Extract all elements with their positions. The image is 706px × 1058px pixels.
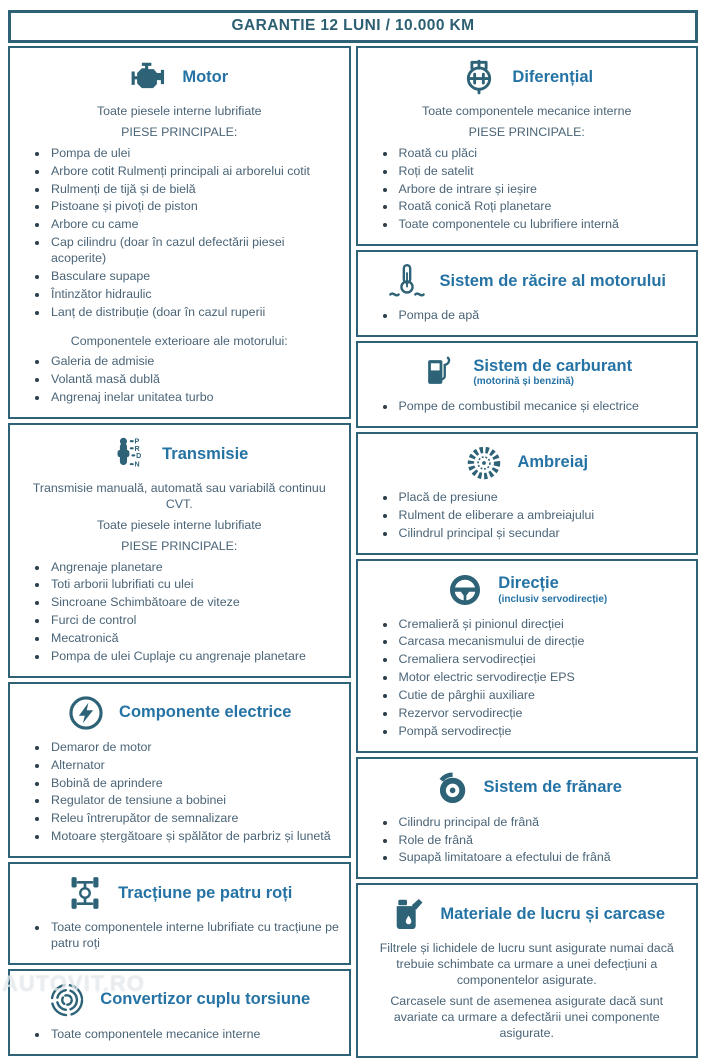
card-text: Carcasele sunt de asemenea asigurate dacă sunt avariate ca urmare a defectării unei componente asigurate. <box>390 993 664 1040</box>
list-item: • Pompe de combustibil mecanice și electrice <box>397 399 688 415</box>
card-titles <box>498 574 607 605</box>
card-text: PIESE PRINCIPALE: <box>121 124 238 139</box>
list-item: • Mecatronică <box>49 631 340 647</box>
transmission-icon <box>110 435 148 473</box>
card-text: Transmisie manuală, automată sau variabilă continuu CVT. <box>32 481 326 511</box>
list-item: • Bobină de aprindere <box>49 776 340 792</box>
list-item: • Cremalieră și pinionul direcției <box>397 617 688 633</box>
card-title: Materiale de lucru și carcase <box>440 904 666 923</box>
card-list <box>367 146 688 233</box>
steering-wheel-icon <box>446 571 484 609</box>
card-list <box>19 560 340 665</box>
list-item: • Arbore cotit Rulmenți principali ai arborelui cotit <box>49 164 340 180</box>
card-subtitle: (motorină și benzină) <box>473 376 574 388</box>
card-directie <box>356 559 699 753</box>
card-list <box>367 308 688 324</box>
card-text: Filtrele și lichidele de lucru sunt asigurate numai dacă trebuie schimbate ca urmare a unei defecțiuni a componentelor asigurate. <box>379 941 674 987</box>
card-text: Toate piesele interne lubrifiate <box>96 104 262 118</box>
card-head <box>19 689 340 735</box>
card-head <box>19 430 340 476</box>
list-item: • Cutie de pârghii auxiliare <box>397 688 688 704</box>
card-body <box>367 815 688 867</box>
coolant-thermometer-icon <box>388 262 426 300</box>
svg-text:P: P <box>134 437 140 446</box>
card-title: Convertizor cuplu torsiune <box>100 990 311 1009</box>
list-item: • Angrenaje planetare <box>49 560 340 576</box>
card-title: Sistem de frănare <box>483 778 622 797</box>
list-item: • Rezervor servodirecție <box>397 706 688 722</box>
brake-disc-icon <box>432 769 470 807</box>
card-title: Direcție <box>498 574 559 593</box>
card-titles <box>182 68 228 87</box>
clutch-disc-icon <box>465 444 503 482</box>
card-body <box>367 399 688 415</box>
card-title: Ambreiaj <box>517 453 589 472</box>
list-item: • Carcasa mecanismului de direcție <box>397 634 688 650</box>
card-franare <box>356 757 699 880</box>
list-item: • Toti arborii lubrifiati cu ulei <box>49 577 340 593</box>
card-body <box>367 104 688 233</box>
list-item: • Pompa de apă <box>397 308 688 324</box>
list-item: • Cremaliera servodirecției <box>397 652 688 668</box>
card-transmisie <box>8 423 351 678</box>
card-titles <box>119 703 291 722</box>
list-item: • Supapă limitatoare a efectului de frână <box>397 850 688 866</box>
card-titles <box>484 778 622 797</box>
card-body <box>19 920 340 952</box>
card-body <box>367 490 688 542</box>
card-titles <box>440 905 665 924</box>
card-titles <box>118 884 292 903</box>
card-title: Transmisie <box>162 444 249 463</box>
card-title: Motor <box>182 67 229 86</box>
card-head <box>367 890 688 936</box>
list-item: • Alternator <box>49 758 340 774</box>
list-item: • Demaror de motor <box>49 740 340 756</box>
left-column <box>8 46 351 1056</box>
card-text: Toate piesele interne lubrifiate <box>96 517 262 532</box>
card-head <box>367 439 688 485</box>
card-body <box>367 941 688 1041</box>
card-list <box>367 490 688 542</box>
warranty-title: GARANTIE 12 LUNI / 10.000 KM <box>231 17 475 34</box>
card-subtitle: (inclusiv servodirecție) <box>498 593 608 605</box>
card-materiale <box>356 883 699 1057</box>
list-item: • Galeria de admisie <box>49 354 340 370</box>
card-head <box>367 566 688 612</box>
list-item: • Rulment de eliberare a ambreiajului <box>397 508 688 524</box>
list-item: • Toate componentele mecanice interne <box>49 1027 340 1043</box>
card-title: Sistem de răcire al motorului <box>439 271 666 290</box>
card-body <box>19 740 340 845</box>
card-motor <box>8 46 351 419</box>
card-head <box>19 869 340 915</box>
fuel-pump-icon <box>421 353 459 391</box>
list-item: • Toate componentele cu lubrifiere internă <box>397 217 688 233</box>
card-head <box>19 53 340 99</box>
card-titles <box>512 68 593 87</box>
list-item: • Basculare supape <box>49 269 340 285</box>
list-item: • Role de frână <box>397 833 688 849</box>
card-list <box>19 1027 340 1043</box>
drivetrain-icon <box>66 874 104 912</box>
columns-wrap <box>8 46 698 1058</box>
differential-icon <box>460 58 498 96</box>
card-ambreiaj <box>356 432 699 555</box>
list-item: • Întinzător hidraulic <box>49 287 340 303</box>
list-item: • Roată cu plăci <box>397 146 688 162</box>
list-item: • Pompa de ulei <box>49 146 340 162</box>
warranty-header <box>8 10 698 43</box>
list-item: • Pompa de ulei Cuplaje cu angrenaje planetare <box>49 649 340 665</box>
card-body <box>19 104 340 406</box>
card-title: Componente electrice <box>119 703 292 722</box>
list-item: • Releu întrerupător de semnalizare <box>49 811 340 827</box>
card-head <box>367 53 688 99</box>
oil-canister-icon <box>388 895 426 933</box>
card-list <box>19 740 340 845</box>
card-list <box>367 815 688 867</box>
card-body <box>367 308 688 324</box>
card-text: PIESE PRINCIPALE: <box>468 124 585 139</box>
card-head <box>367 764 688 810</box>
list-item: • Arbore de intrare și ieșire <box>397 182 688 198</box>
list-item: • Toate componentele interne lubrifiate cu tracțiune pe patru roți <box>49 920 340 952</box>
list-item: • Pistoane și pivoți de piston <box>49 199 340 215</box>
list-item: • Cilindru principal de frână <box>397 815 688 831</box>
list-item: • Cap cilindru (doar în cazul defectării piesei acoperite) <box>49 235 340 267</box>
card-body <box>19 481 340 665</box>
list-item: • Regulator de tensiune a bobinei <box>49 793 340 809</box>
card-diferential <box>356 46 699 246</box>
list-item: • Pompă servodirecție <box>397 724 688 740</box>
list-item: • Arbore cu came <box>49 217 340 233</box>
card-list <box>367 399 688 415</box>
list-item: • Cilindrul principal și secundar <box>397 526 688 542</box>
list-item: • Furci de control <box>49 613 340 629</box>
card-head <box>367 348 688 394</box>
watermark: AUTOVIT.RO <box>2 971 145 996</box>
card-tractiune <box>8 862 351 965</box>
card-titles <box>440 272 667 291</box>
card-titles <box>473 357 632 388</box>
list-item: • Volantă masă dublă <box>49 372 340 388</box>
engine-icon <box>130 58 168 96</box>
list-item: • Sincroane Schimbătoare de viteze <box>49 595 340 611</box>
card-title: Tracțiune pe patru roți <box>118 883 293 902</box>
card-text: PIESE PRINCIPALE: <box>121 538 238 553</box>
lightning-icon <box>67 694 105 732</box>
card-componente-electrice <box>8 682 351 858</box>
card-titles <box>162 445 248 464</box>
card-racire <box>356 250 699 337</box>
list-item: • Rulmenți de tijă și de bielă <box>49 182 340 198</box>
svg-text:R: R <box>134 444 140 453</box>
svg-text:D: D <box>136 451 142 460</box>
card-titles <box>517 453 588 472</box>
card-text: Toate componentele mecanice interne <box>422 104 632 118</box>
card-title: Diferențial <box>512 67 594 86</box>
card-list <box>19 354 340 406</box>
card-list <box>19 146 340 321</box>
card-title: Sistem de carburant <box>473 356 633 375</box>
card-list <box>367 617 688 740</box>
list-item: • Motor electric servodirecție EPS <box>397 670 688 686</box>
list-item: • Roată conică Roți planetare <box>397 199 688 215</box>
card-head <box>367 257 688 303</box>
list-item: • Angrenaj inelar unitatea turbo <box>49 390 340 406</box>
right-column <box>356 46 699 1058</box>
card-body <box>367 617 688 740</box>
list-item: • Motoare ștergătoare și spălător de parbriz și lunetă <box>49 829 340 845</box>
list-item: • Roți de satelit <box>397 164 688 180</box>
list-item: • Lanț de distribuție (doar în cazul ruperii <box>49 305 340 321</box>
card-text: Componentele exterioare ale motorului: <box>70 333 288 348</box>
card-body <box>19 1027 340 1043</box>
card-carburant <box>356 341 699 428</box>
list-item: • Placă de presiune <box>397 490 688 506</box>
card-list <box>19 920 340 952</box>
svg-text:N: N <box>134 460 140 469</box>
